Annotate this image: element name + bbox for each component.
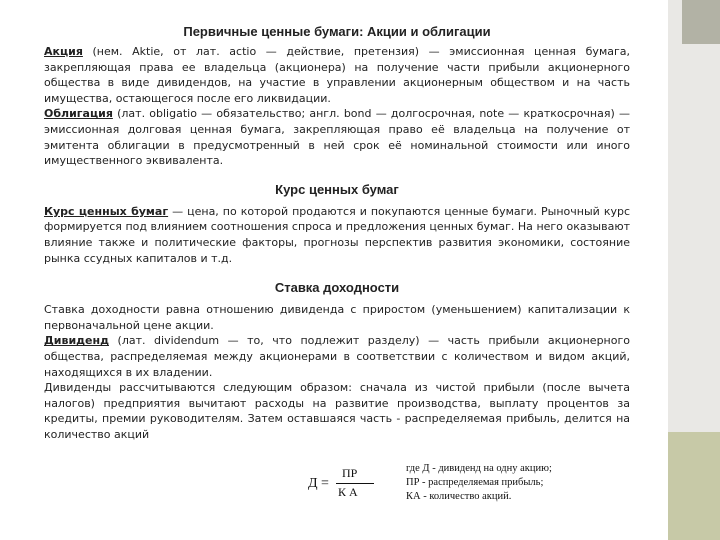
bond-definition-text: (лат. obligatio — обязательство; англ. bond — долгосрочная, note — краткосрочная) — эмиссионная долговая ценная бумага, закрепляющая право её владельца на получение от эмитента облигации в предусмотренный в ней срок её номинальной стоимости или иного имущественного эквивалента. (44, 107, 630, 168)
paragraph-share-definition (44, 44, 630, 106)
slide-content (44, 22, 630, 442)
formula-fraction-bar (336, 483, 374, 484)
share-definition-text: (нем. Aktie, от лат. actio — действие, претензия) — эмиссионная ценная бумага, закрепляющая права ее владельца (акционера) на получение части прибыли акционерного общества в виде дивидендов, на участие в управлении акционерным обществом и на часть имущества, остающегося после его ликвидации. (44, 45, 630, 105)
term-dividend: Дивиденд (44, 334, 110, 348)
formula-numerator: ПР (342, 466, 358, 480)
formula-lhs: Д = (308, 476, 329, 491)
paragraph-rate-of-return: Ставка доходности равна отношению дивиденда с приростом (уменьшением) капитализации к первоначальной цене акции. (44, 303, 630, 332)
dividend-definition-text: (лат. dividendum — то, что подлежит разделу) — часть прибыли акционерного общества, распределяемая между акционерами в соответствии с количеством и видом акций, находящихся в их владении. (44, 334, 630, 379)
rate-definition-text: — цена, по которой продаются и покупаются ценные бумаги. Рыночный курс формируется под влиянием соотношения спроса и предложения ценных бумаг. На него оказывают влияние также и политические факторы, прогнозы перспектив развития экономики, состояние рынка ссудных капиталов и т.д. (44, 204, 631, 265)
section-title-primary-securities: Первичные ценные бумаги: Акции и облигации (183, 24, 491, 39)
term-share: Акция (44, 45, 83, 58)
formula-legend (406, 462, 586, 504)
accent-block-top (682, 0, 720, 44)
section-title-securities-rate: Курс ценных бумаг (275, 181, 399, 197)
legend-line-dividend: где Д - дивиденд на одну акцию; (406, 463, 552, 474)
legend-line-profit: ПР - распределяемая прибыль; (406, 477, 544, 488)
formula-denominator: К А (338, 485, 358, 499)
term-bond: Облигация (44, 107, 113, 121)
paragraph-dividend-definition (44, 333, 630, 380)
paragraph-rate-definition (44, 204, 630, 266)
section-title-rate-of-return: Ставка доходности (274, 280, 400, 296)
accent-block-bottom (668, 432, 720, 540)
term-securities-rate: Курс ценных бумаг (44, 204, 169, 218)
dividend-formula-image (306, 462, 588, 508)
dividend-formula (306, 466, 398, 502)
paragraph-dividend-calculation: Дивиденды рассчитываются следующим образом: сначала из чистой прибыли (после вычета налогов) предприятия вычитают расходы на развитие производства, выплату процентов за кредиты, премии руководителям. Затем оставшаяся часть - распределяемая прибыль, делится на количество акций (44, 381, 630, 441)
paragraph-bond-definition (44, 106, 630, 168)
legend-line-shares: КА - количество акций. (406, 491, 512, 502)
